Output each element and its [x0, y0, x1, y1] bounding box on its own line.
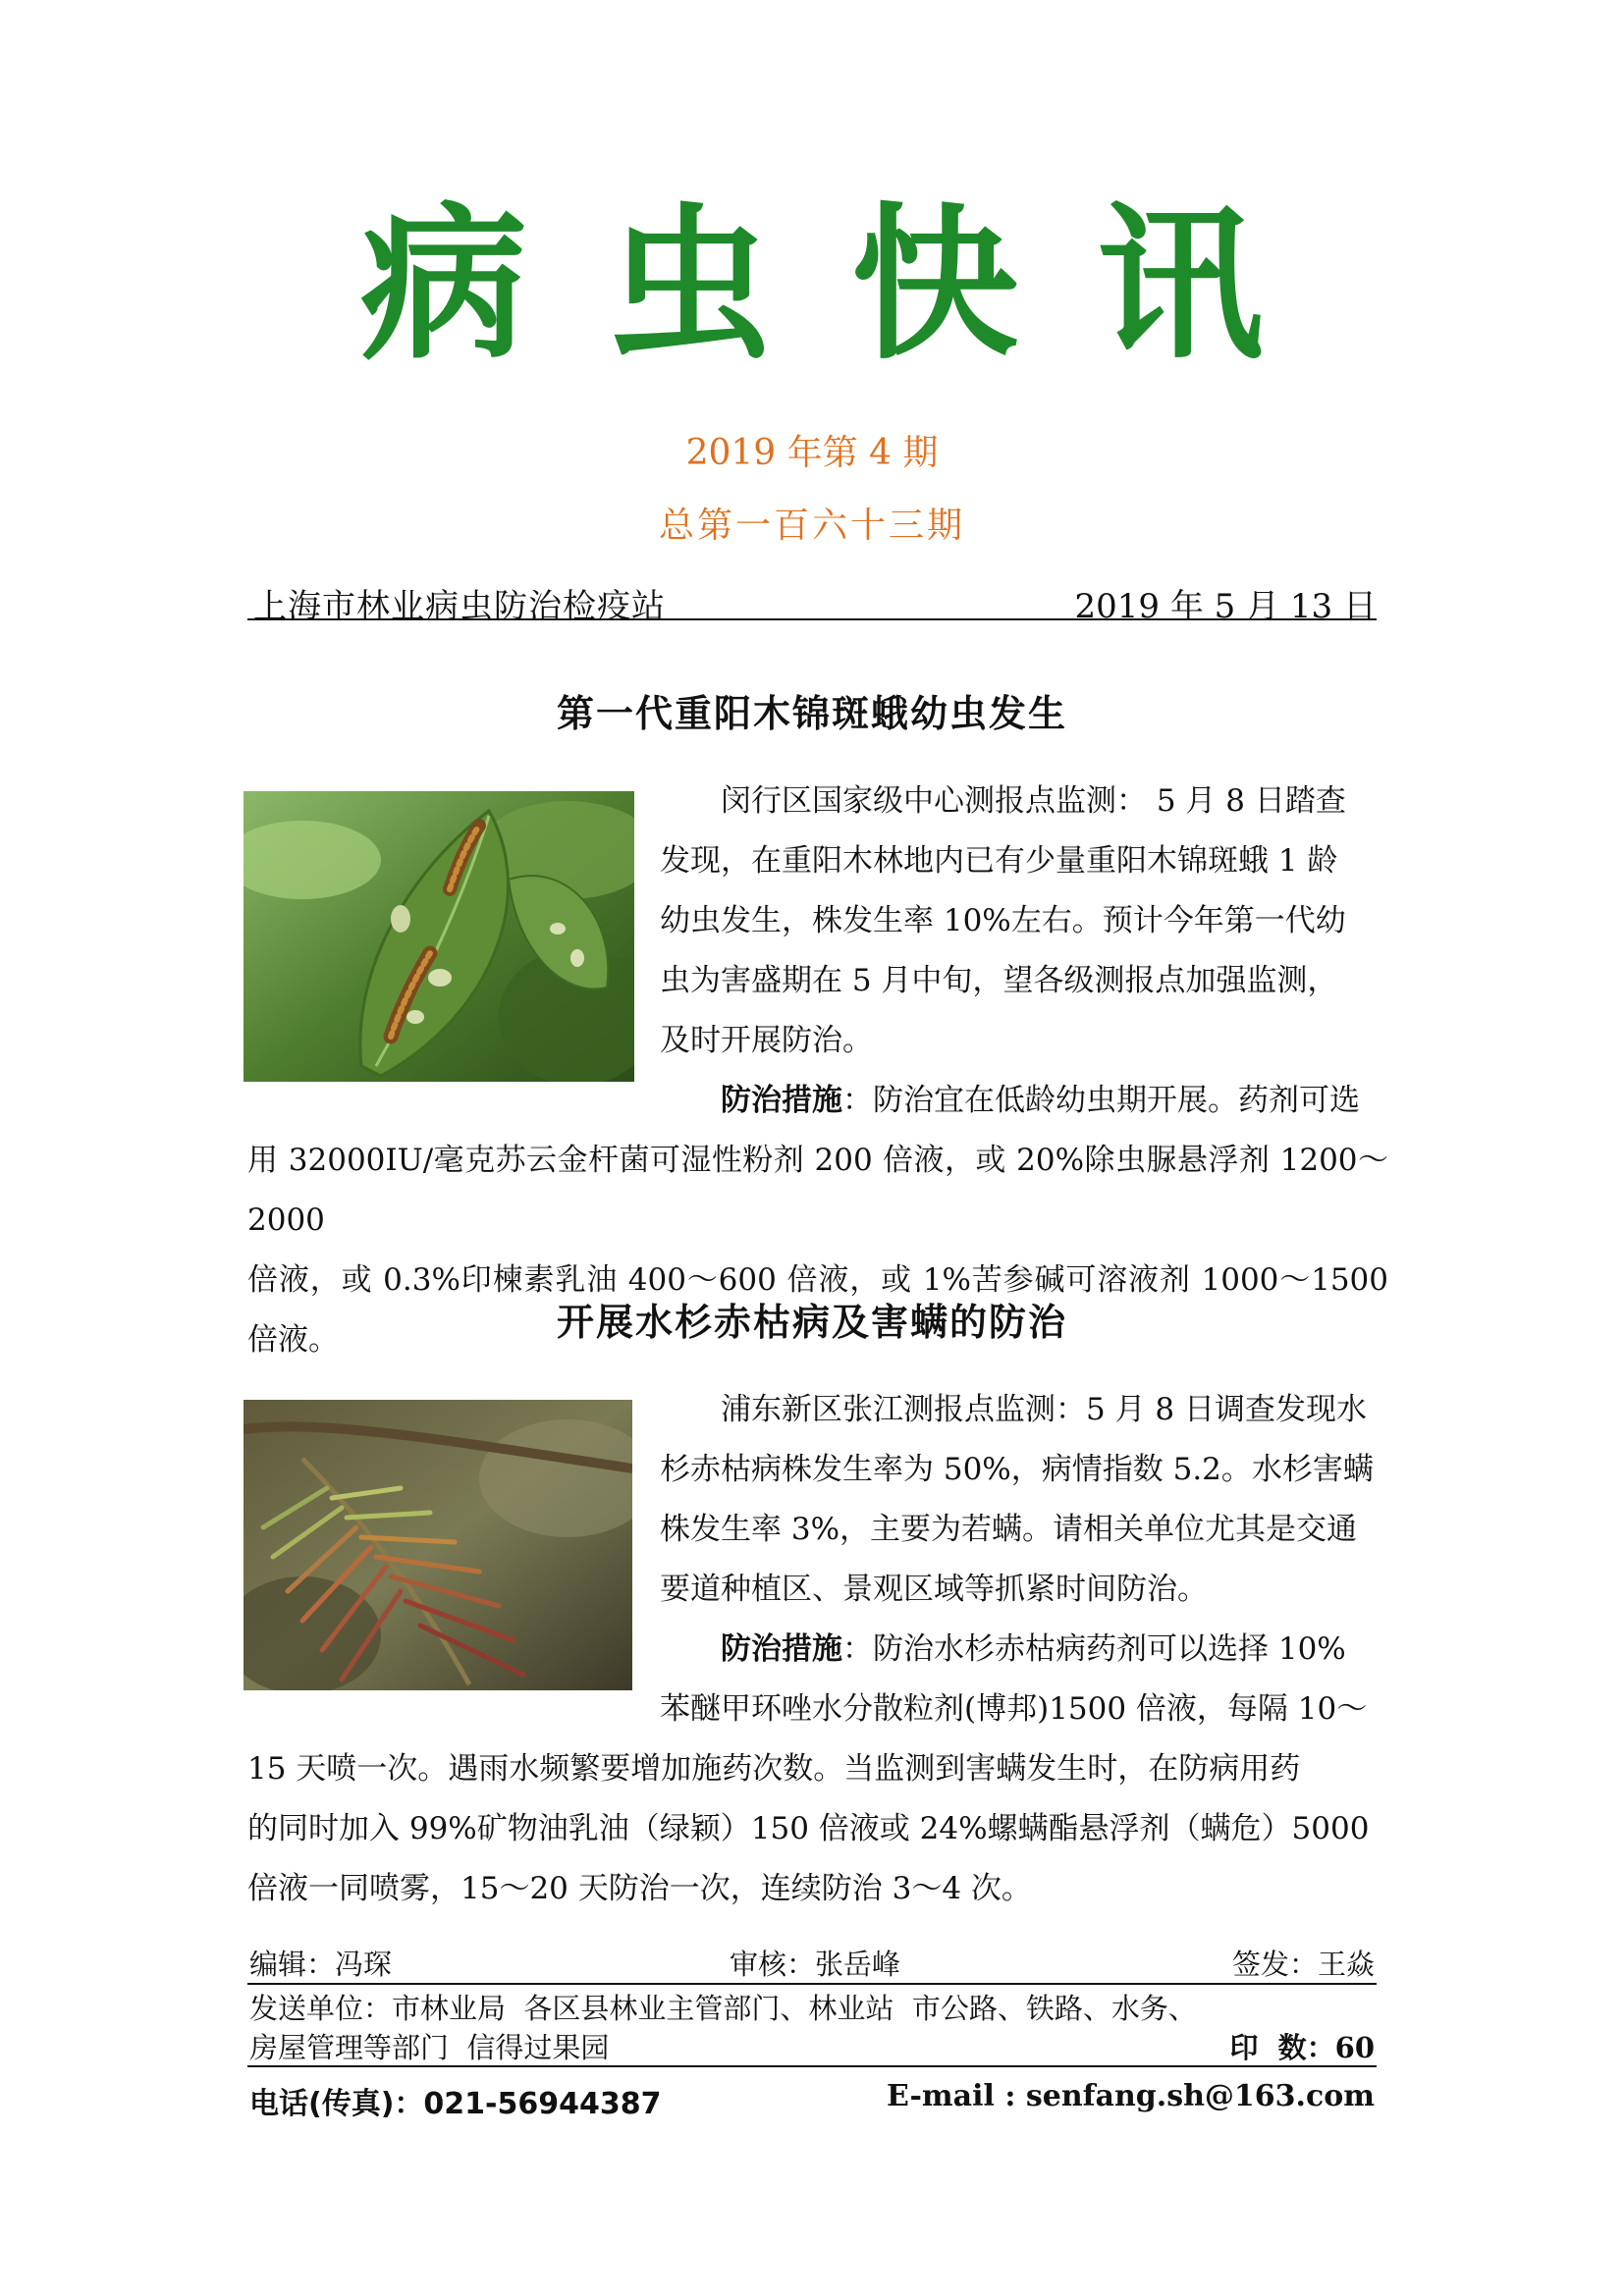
- metasequoia-branch-photo: [244, 1400, 632, 1690]
- footer-rule-top: [247, 1983, 1377, 1985]
- reviewer: 审核：张岳峰: [730, 1948, 901, 1981]
- issue-number: 2019 年第 4 期: [685, 433, 939, 473]
- header-rule: [247, 618, 1377, 620]
- issue-date: 2019 年 5 月 13 日: [1074, 587, 1377, 626]
- article1-heading: 第一代重阳木锦斑蛾幼虫发生: [556, 691, 1067, 735]
- station-name: 上海市林业病虫防治检疫站: [253, 587, 666, 626]
- footer-rule-bottom: [247, 2065, 1377, 2067]
- masthead-title: 病虫快讯: [359, 187, 1342, 383]
- phone-fax: 电话(传真)：021-56944387: [249, 2087, 662, 2121]
- email-address[interactable]: E-mail : senfang.sh@163.com: [887, 2079, 1375, 2113]
- editor: 编辑：冯琛: [249, 1948, 393, 1981]
- article2-measures: 15 天喷一次。遇雨水频繁要增加施药次数。当监测到害螨发生时，在防病用药 的同时加入 99%矿物油乳油（绿颖）150 倍液或 24%螺螨酯悬浮剂（螨危）5000 倍液一同喷雾，15～20 天防治一次，连续防治 3～4 次。: [247, 1751, 1370, 1906]
- article1-measures: 用 32000IU/毫克苏云金杆菌可湿性粉剂 200 倍液，或 20%除虫脲悬浮剂 1200～2000 倍液，或 0.3%印楝素乳油 400～600 倍液，或 1%苦参碱可溶液剂 1000～1500 倍液。: [247, 1143, 1388, 1358]
- article1-body: 闵行区国家级中心测报点监测： 5 月 8 日踏查 发现，在重阳木林地内已有少量重阳木锦斑蛾 1 龄 幼虫发生，株发生率 10%左右。预计今年第一代幼 虫为害盛期在 5 月中旬，望各级测报点加强监测， 及时开展防治。 防治措施：防治宜在低龄幼虫期开展。药剂可选: [660, 783, 1360, 1118]
- issuer: 签发：王焱: [1231, 1948, 1375, 1981]
- article2-measures-label: 防治措施: [721, 1631, 842, 1667]
- article1-measures-label: 防治措施: [721, 1083, 842, 1118]
- send-units-line2: 房屋管理等部门 信得过果园: [249, 2031, 610, 2064]
- print-count: 印 数：60: [1229, 2031, 1375, 2064]
- issue-total: 总第一百六十三期: [658, 506, 965, 546]
- article2-heading: 开展水杉赤枯病及害螨的防治: [556, 1300, 1067, 1344]
- article2-body: 浦东新区张江测报点监测：5 月 8 日调查发现水 杉赤枯病株发生率为 50%，病情指数 5.2。水杉害螨 株发生率 3%，主要为若螨。请相关单位尤其是交通 要道种植区、景观区域等抓紧时间防治。 防治措施：防治水杉赤枯病药剂可以选择 10% 苯醚甲环唑水分散粒剂(博邦)1500 倍液，每隔 10～: [660, 1392, 1374, 1727]
- caterpillar-leaf-photo: [244, 791, 634, 1082]
- send-units-line1: 发送单位：市林业局 各区县林业主管部门、林业站 市公路、铁路、水务、: [249, 1992, 1197, 2025]
